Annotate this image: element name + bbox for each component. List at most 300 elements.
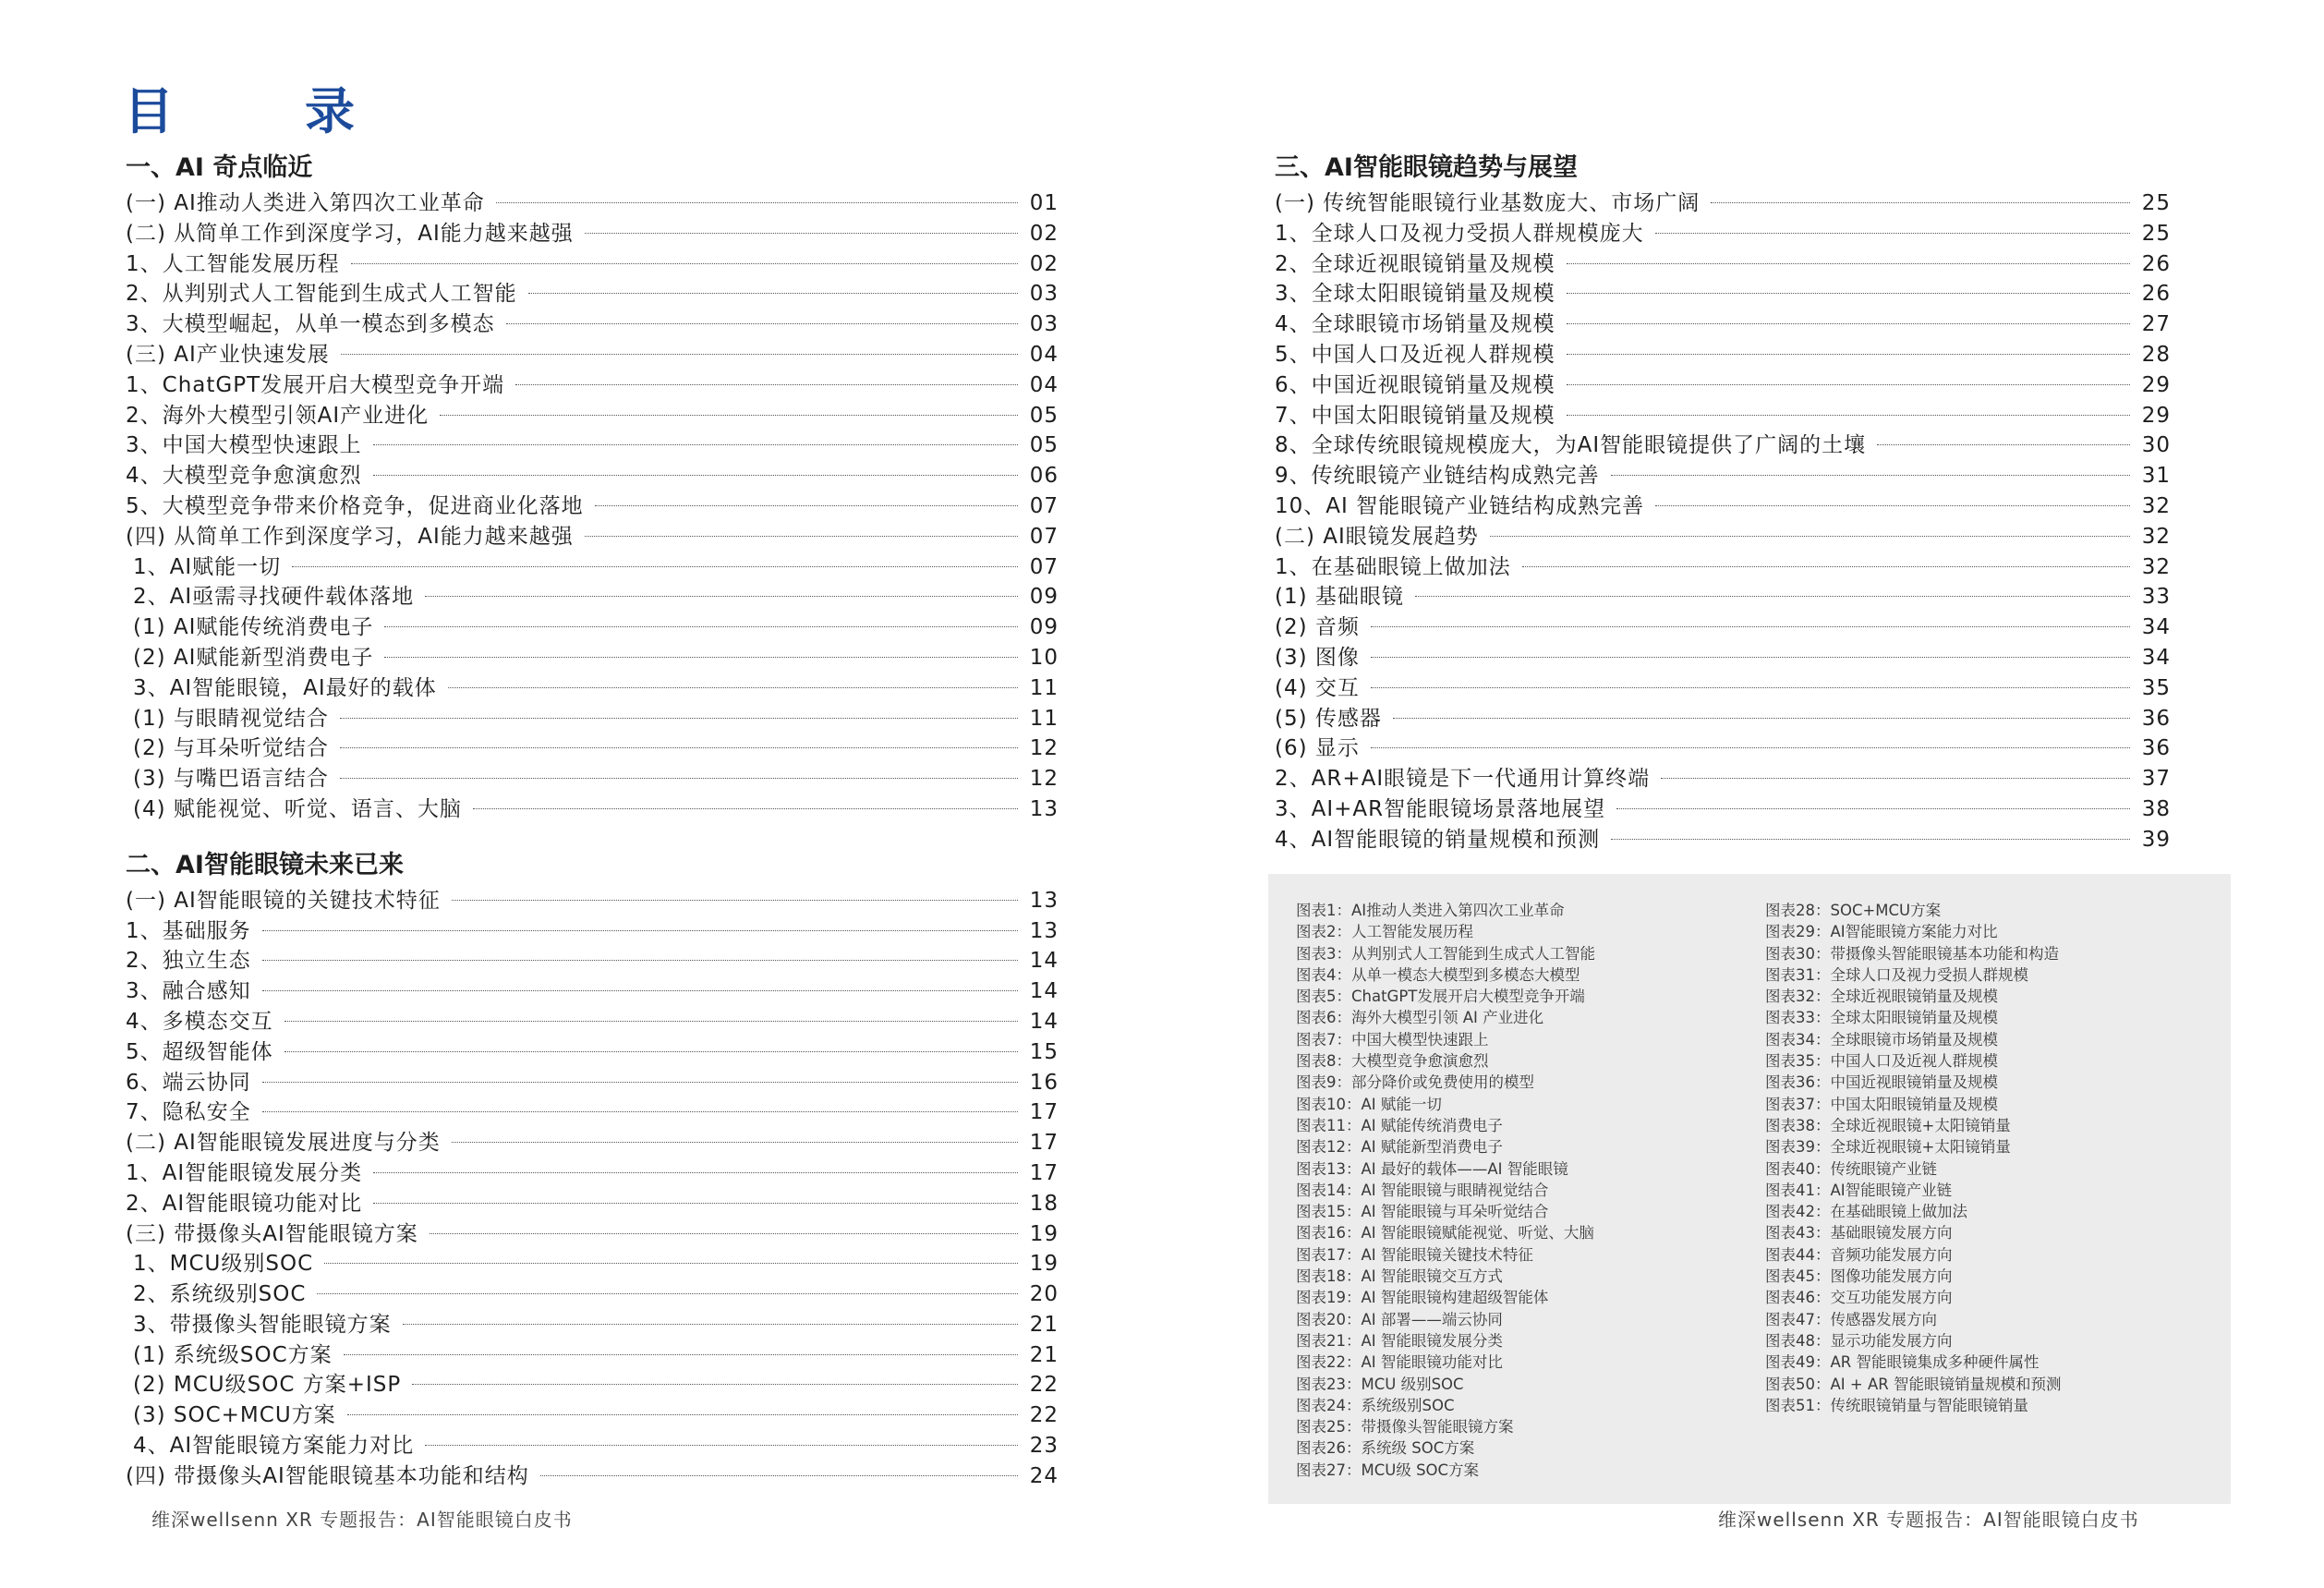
toc-entry-label: 4、AI智能眼镜的销量规模和预测 bbox=[1275, 827, 1601, 852]
dot-leader bbox=[284, 1021, 1018, 1022]
figure-entry[interactable]: 图表36：中国近视眼镜销量及规模 bbox=[1765, 1073, 1998, 1092]
figure-entry[interactable]: 图表28：SOC+MCU方案 bbox=[1765, 902, 1942, 919]
dot-leader bbox=[262, 1082, 1018, 1083]
figure-entry[interactable]: 图表31：全球人口及视力受损人群规模 bbox=[1765, 965, 2028, 984]
dot-leader bbox=[384, 626, 1018, 627]
toc-entry-page: 11 bbox=[1029, 706, 1059, 731]
toc-entry-label: (1) AI赋能传统消费电子 bbox=[133, 615, 374, 640]
toc-entry-label: 3、AI智能眼镜，AI最好的载体 bbox=[133, 675, 437, 700]
figure-entry[interactable]: 图表6：海外大模型引领 AI 产业进化 bbox=[1296, 1009, 1544, 1027]
dot-leader bbox=[373, 1203, 1018, 1204]
toc-entry[interactable] bbox=[1275, 582, 2171, 612]
toc-entry-label: 4、大模型竞争愈演愈烈 bbox=[126, 464, 362, 489]
toc-entry-page: 17 bbox=[1029, 1160, 1059, 1185]
dot-leader bbox=[1616, 808, 2130, 809]
figure-entry[interactable]: 图表19：AI 智能眼镜构建超级智能体 bbox=[1296, 1289, 1549, 1307]
toc-entry-label: (四) 从简单工作到深度学习，AI能力越来越强 bbox=[126, 524, 574, 549]
dot-leader bbox=[341, 354, 1018, 355]
toc-entry-page: 14 bbox=[1029, 1009, 1059, 1034]
toc-entry[interactable] bbox=[126, 1097, 1059, 1128]
toc-entry-page: 30 bbox=[2141, 433, 2171, 458]
toc-entry[interactable] bbox=[1275, 279, 2171, 309]
toc-entry[interactable] bbox=[126, 522, 1059, 552]
dot-leader bbox=[1711, 202, 2130, 203]
dot-leader bbox=[1371, 657, 2130, 658]
toc-entry[interactable] bbox=[126, 430, 1059, 461]
figure-entry[interactable]: 图表47：传感器发展方向 bbox=[1765, 1310, 1937, 1328]
toc-entry-page: 34 bbox=[2141, 615, 2171, 640]
toc-entry-page: 19 bbox=[1029, 1221, 1059, 1246]
toc-entry[interactable] bbox=[126, 1249, 1059, 1279]
toc-entry-page: 38 bbox=[2141, 796, 2171, 821]
toc-entry[interactable] bbox=[126, 1431, 1059, 1461]
toc-entry[interactable] bbox=[1275, 188, 2171, 219]
toc-entry-page: 20 bbox=[1029, 1282, 1059, 1307]
toc-entry[interactable] bbox=[126, 1219, 1059, 1250]
toc-entry-page: 22 bbox=[1029, 1403, 1059, 1428]
toc-entry-page: 14 bbox=[1029, 979, 1059, 1004]
toc-section bbox=[126, 845, 1059, 1492]
dot-leader bbox=[425, 1445, 1018, 1446]
toc-section bbox=[1275, 148, 2171, 855]
dot-leader bbox=[1661, 778, 2130, 779]
toc-entry-label: (二) 从简单工作到深度学习，AI能力越来越强 bbox=[126, 221, 574, 246]
figure-entry[interactable]: 图表8：大模型竞争愈演愈烈 bbox=[1296, 1052, 1489, 1071]
toc-entry-label: 3、大模型崛起，从单一模态到多模态 bbox=[126, 312, 495, 337]
dot-leader bbox=[1655, 233, 2130, 234]
toc-entry[interactable] bbox=[126, 946, 1059, 976]
toc-entry[interactable] bbox=[126, 733, 1059, 764]
toc-entry-page: 05 bbox=[1029, 403, 1059, 428]
toc-entry-label: 2、系统级别SOC bbox=[133, 1282, 307, 1307]
toc-entry[interactable] bbox=[1275, 612, 2171, 643]
toc-entry[interactable] bbox=[126, 188, 1059, 219]
toc-entry-label: 5、超级智能体 bbox=[126, 1039, 273, 1064]
dot-leader bbox=[373, 475, 1018, 476]
toc-entry-page: 17 bbox=[1029, 1131, 1059, 1156]
toc-entry[interactable] bbox=[126, 1158, 1059, 1189]
toc-entry-label: 3、全球太阳眼镜销量及规模 bbox=[1275, 282, 1555, 307]
toc-entry-label: (二) AI智能眼镜发展进度与分类 bbox=[126, 1131, 441, 1156]
toc-entry-label: 1、AI智能眼镜发展分类 bbox=[126, 1160, 363, 1185]
toc-entry[interactable] bbox=[126, 1400, 1059, 1431]
toc-entry-page: 12 bbox=[1029, 767, 1059, 792]
toc-entry-page: 04 bbox=[1029, 342, 1059, 367]
toc-left-column bbox=[126, 148, 1059, 1501]
toc-entry-page: 12 bbox=[1029, 736, 1059, 761]
toc-entry-label: (2) AI赋能新型消费电子 bbox=[133, 645, 374, 670]
toc-entry-label: (2) MCU级SOC 方案+ISP bbox=[133, 1373, 402, 1398]
toc-entry[interactable] bbox=[126, 370, 1059, 401]
toc-entry-page: 36 bbox=[2141, 706, 2171, 731]
toc-entry-label: 4、全球眼镜市场销量及规模 bbox=[1275, 312, 1555, 337]
toc-entry-page: 24 bbox=[1029, 1463, 1059, 1488]
figure-entry[interactable]: 图表34：全球眼镜市场销量及规模 bbox=[1765, 1030, 1998, 1049]
toc-entry-label: 4、AI智能眼镜方案能力对比 bbox=[133, 1434, 415, 1459]
toc-entry[interactable] bbox=[1275, 461, 2171, 491]
toc-entry-page: 02 bbox=[1029, 251, 1059, 276]
dot-leader bbox=[351, 263, 1018, 264]
toc-entry-label: 2、海外大模型引领AI产业进化 bbox=[126, 403, 430, 428]
dot-leader bbox=[340, 747, 1018, 748]
toc-entry-label: (1) 系统级SOC方案 bbox=[133, 1342, 333, 1367]
toc-entry[interactable] bbox=[126, 219, 1059, 249]
figure-entry[interactable]: 图表29：AI智能眼镜方案能力对比 bbox=[1765, 923, 1998, 941]
dot-leader bbox=[317, 1293, 1018, 1294]
toc-entry-page: 26 bbox=[2141, 282, 2171, 307]
figure-entry[interactable]: 图表1：AI推动人类进入第四次工业革命 bbox=[1296, 902, 1565, 919]
dot-leader bbox=[440, 415, 1018, 416]
toc-entry-label: (1) 与眼睛视觉结合 bbox=[133, 706, 329, 731]
toc-entry-page: 33 bbox=[2141, 585, 2171, 610]
dot-leader bbox=[1567, 263, 2130, 264]
figure-entry[interactable]: 图表33：全球太阳眼镜销量及规模 bbox=[1765, 1009, 1998, 1027]
dot-leader bbox=[1877, 444, 2130, 445]
section-heading: 二、AI智能眼镜未来已来 bbox=[126, 850, 404, 879]
toc-entry-label: 10、AI 智能眼镜产业链结构成熟完善 bbox=[1275, 493, 1645, 518]
figure-entry[interactable]: 图表18：AI 智能眼镜交互方式 bbox=[1296, 1267, 1503, 1286]
toc-entry-page: 34 bbox=[2141, 645, 2171, 670]
toc-entry[interactable] bbox=[126, 1279, 1059, 1310]
figure-entry[interactable]: 图表10：AI 赋能一切 bbox=[1296, 1095, 1442, 1113]
footer-right: 维深wellsenn XR 专题报告：AI智能眼镜白皮书 bbox=[1718, 1509, 2139, 1531]
figure-entry[interactable]: 图表30：带摄像头智能眼镜基本功能和构造 bbox=[1765, 944, 2059, 963]
toc-entry-label: 2、独立生态 bbox=[126, 949, 251, 974]
figure-entry[interactable]: 图表42：在基础眼镜上做加法 bbox=[1765, 1203, 1967, 1221]
dot-leader bbox=[452, 1142, 1018, 1143]
dot-leader bbox=[373, 1172, 1018, 1173]
dot-leader bbox=[540, 1475, 1018, 1476]
toc-entry-page: 07 bbox=[1029, 493, 1059, 518]
dot-leader bbox=[324, 1263, 1018, 1264]
figure-entry[interactable]: 图表39：全球近视眼镜+太阳镜销量 bbox=[1765, 1138, 2011, 1157]
toc-entry-label: 2、AR+AI眼镜是下一代通用计算终端 bbox=[1275, 767, 1651, 792]
dot-leader bbox=[452, 900, 1018, 901]
figure-entry[interactable]: 图表16：AI 智能眼镜赋能视觉、听觉、大脑 bbox=[1296, 1224, 1594, 1243]
toc-entry[interactable] bbox=[126, 1007, 1059, 1037]
toc-entry[interactable] bbox=[126, 279, 1059, 309]
dot-leader bbox=[1567, 415, 2130, 416]
toc-entry-page: 13 bbox=[1029, 796, 1059, 821]
toc-entry[interactable] bbox=[126, 612, 1059, 643]
toc-entry[interactable] bbox=[126, 1370, 1059, 1400]
footer-left: 维深wellsenn XR 专题报告：AI智能眼镜白皮书 bbox=[151, 1509, 573, 1531]
toc-entry-page: 09 bbox=[1029, 615, 1059, 640]
toc-entry[interactable] bbox=[126, 1068, 1059, 1098]
toc-entry-page: 32 bbox=[2141, 493, 2171, 518]
figure-entry[interactable]: 图表14：AI 智能眼镜与眼睛视觉结合 bbox=[1296, 1181, 1549, 1199]
figure-entry[interactable]: 图表9：部分降价或免费使用的模型 bbox=[1296, 1073, 1534, 1092]
toc-entry-page: 17 bbox=[1029, 1100, 1059, 1125]
toc-entry[interactable] bbox=[126, 673, 1059, 704]
toc-entry[interactable] bbox=[126, 1340, 1059, 1371]
toc-entry-page: 11 bbox=[1029, 675, 1059, 700]
toc-entry[interactable] bbox=[1275, 340, 2171, 370]
toc-entry-page: 25 bbox=[2141, 221, 2171, 246]
toc-entry-label: 8、全球传统眼镜规模庞大，为AI智能眼镜提供了广阔的土壤 bbox=[1275, 433, 1867, 458]
toc-section bbox=[126, 148, 1059, 825]
toc-entry[interactable] bbox=[1275, 825, 2171, 855]
figure-entry[interactable]: 图表2：人工智能发展历程 bbox=[1296, 923, 1473, 941]
toc-entry[interactable] bbox=[126, 401, 1059, 431]
toc-entry-page: 06 bbox=[1029, 464, 1059, 489]
toc-entry[interactable] bbox=[1275, 401, 2171, 431]
toc-entry-label: (4) 交互 bbox=[1275, 675, 1360, 700]
toc-entry[interactable] bbox=[126, 1128, 1059, 1158]
toc-entry[interactable] bbox=[1275, 643, 2171, 673]
figure-list-2 bbox=[1765, 900, 2061, 1416]
toc-entry-page: 22 bbox=[1029, 1373, 1059, 1398]
figure-index bbox=[1268, 874, 2231, 1504]
section-heading: 三、AI智能眼镜趋势与展望 bbox=[1275, 153, 1578, 182]
toc-entry[interactable] bbox=[126, 1310, 1059, 1340]
dot-leader bbox=[1393, 718, 2130, 719]
figure-entry[interactable]: 图表35：中国人口及近视人群规模 bbox=[1765, 1052, 1998, 1071]
dot-leader bbox=[448, 687, 1018, 688]
dot-leader bbox=[284, 1051, 1018, 1052]
dot-leader bbox=[430, 1233, 1018, 1234]
figure-entry[interactable]: 图表45：图像功能发展方向 bbox=[1765, 1267, 1953, 1286]
toc-entry[interactable] bbox=[126, 340, 1059, 370]
toc-entry-label: 1、人工智能发展历程 bbox=[126, 251, 340, 276]
figure-entry[interactable]: 图表4：从单一模态大模型到多模态大模型 bbox=[1296, 965, 1580, 984]
toc-entry-page: 29 bbox=[2141, 403, 2171, 428]
figure-entry[interactable]: 图表48：显示功能发展方向 bbox=[1765, 1331, 1953, 1350]
toc-entry[interactable] bbox=[126, 764, 1059, 794]
dot-leader bbox=[1371, 747, 2130, 748]
toc-entry[interactable] bbox=[1275, 704, 2171, 734]
dot-leader bbox=[1611, 475, 2130, 476]
toc-entry-page: 07 bbox=[1029, 524, 1059, 549]
figure-entry[interactable]: 图表24：系统级别SOC bbox=[1296, 1396, 1455, 1414]
figure-entry[interactable]: 图表50：AI + AR 智能眼镜销量规模和预测 bbox=[1765, 1375, 2062, 1393]
toc-entry[interactable] bbox=[126, 643, 1059, 673]
figure-entry[interactable]: 图表26：系统级 SOC方案 bbox=[1296, 1439, 1475, 1458]
figure-entry[interactable]: 图表11：AI 赋能传统消费电子 bbox=[1296, 1116, 1503, 1134]
toc-entry-page: 31 bbox=[2141, 464, 2171, 489]
figure-entry[interactable]: 图表15：AI 智能眼镜与耳朵听觉结合 bbox=[1296, 1203, 1549, 1221]
figure-entry[interactable]: 图表43：基础眼镜发展方向 bbox=[1765, 1224, 1953, 1243]
page-title: 目 录 bbox=[124, 82, 395, 140]
toc-entry-page: 13 bbox=[1029, 888, 1059, 913]
toc-entry[interactable] bbox=[126, 1461, 1059, 1492]
toc-entry-page: 01 bbox=[1029, 191, 1059, 215]
toc-entry-label: 2、从判别式人工智能到生成式人工智能 bbox=[126, 282, 517, 307]
toc-entry-label: 7、隐私安全 bbox=[126, 1100, 251, 1125]
toc-entry-page: 21 bbox=[1029, 1312, 1059, 1337]
figure-entry[interactable]: 图表3：从判别式人工智能到生成式人工智能 bbox=[1296, 944, 1595, 963]
figure-entry[interactable]: 图表7：中国大模型快速跟上 bbox=[1296, 1030, 1489, 1049]
toc-entry[interactable] bbox=[126, 1189, 1059, 1219]
toc-entry-label: 9、传统眼镜产业链结构成熟完善 bbox=[1275, 464, 1600, 489]
toc-entry[interactable] bbox=[126, 704, 1059, 734]
toc-entry-label: (3) 图像 bbox=[1275, 645, 1360, 670]
toc-entry-label: 5、大模型竞争带来价格竞争，促进商业化落地 bbox=[126, 493, 584, 518]
dot-leader bbox=[1567, 293, 2130, 294]
toc-entry-label: (3) 与嘴巴语言结合 bbox=[133, 767, 329, 792]
toc-entry[interactable] bbox=[126, 249, 1059, 280]
toc-entry-page: 27 bbox=[2141, 312, 2171, 337]
dot-leader bbox=[1371, 626, 2130, 627]
figure-entry[interactable]: 图表21：AI 智能眼镜发展分类 bbox=[1296, 1331, 1503, 1350]
toc-entry-label: (1) 基础眼镜 bbox=[1275, 585, 1404, 610]
toc-entry-label: 3、带摄像头智能眼镜方案 bbox=[133, 1312, 392, 1337]
dot-leader bbox=[344, 1354, 1018, 1355]
dot-leader bbox=[1490, 536, 2130, 537]
toc-entry-label: 1、全球人口及视力受损人群规模庞大 bbox=[1275, 221, 1644, 246]
toc-entry[interactable] bbox=[1275, 794, 2171, 825]
toc-entry-label: 3、AI+AR智能眼镜场景落地展望 bbox=[1275, 796, 1606, 821]
dot-leader bbox=[340, 778, 1018, 779]
toc-entry-label: (一) AI智能眼镜的关键技术特征 bbox=[126, 888, 441, 913]
dot-leader bbox=[595, 505, 1018, 506]
dot-leader bbox=[1567, 384, 2130, 385]
toc-entry-label: 1、AI赋能一切 bbox=[133, 554, 282, 579]
toc-entry-page: 25 bbox=[2141, 191, 2171, 215]
toc-entry-label: (三) 带摄像头AI智能眼镜方案 bbox=[126, 1221, 418, 1246]
toc-entry-label: 2、AI亟需寻找硬件载体落地 bbox=[133, 585, 415, 610]
toc-entry-page: 04 bbox=[1029, 372, 1059, 397]
figure-entry[interactable]: 图表46：交互功能发展方向 bbox=[1765, 1289, 1953, 1307]
toc-entry-label: 5、中国人口及近视人群规模 bbox=[1275, 342, 1555, 367]
dot-leader bbox=[1567, 323, 2130, 324]
figure-entry[interactable]: 图表13：AI 最好的载体——AI 智能眼镜 bbox=[1296, 1159, 1568, 1178]
toc-entry[interactable] bbox=[126, 1037, 1059, 1068]
toc-entry[interactable] bbox=[1275, 219, 2171, 249]
toc-entry[interactable] bbox=[1275, 522, 2171, 552]
toc-entry[interactable] bbox=[1275, 430, 2171, 461]
toc-entry[interactable] bbox=[1275, 764, 2171, 794]
toc-entry-page: 18 bbox=[1029, 1191, 1059, 1216]
toc-entry-page: 02 bbox=[1029, 221, 1059, 246]
toc-entry[interactable] bbox=[126, 491, 1059, 522]
toc-entry-page: 28 bbox=[2141, 342, 2171, 367]
toc-entry-page: 19 bbox=[1029, 1252, 1059, 1277]
toc-entry-page: 07 bbox=[1029, 554, 1059, 579]
figure-entry[interactable]: 图表41：AI智能眼镜产业链 bbox=[1765, 1181, 1953, 1199]
toc-entry-label: 2、全球近视眼镜销量及规模 bbox=[1275, 251, 1555, 276]
toc-entry[interactable] bbox=[126, 552, 1059, 583]
toc-entry[interactable] bbox=[1275, 249, 2171, 280]
toc-list bbox=[1275, 188, 2171, 855]
toc-entry-label: 6、中国近视眼镜销量及规模 bbox=[1275, 372, 1555, 397]
toc-entry-label: 4、多模态交互 bbox=[126, 1009, 273, 1034]
dot-leader bbox=[1655, 505, 2130, 506]
toc-entry-page: 32 bbox=[2141, 554, 2171, 579]
dot-leader bbox=[262, 990, 1018, 991]
dot-leader bbox=[347, 1414, 1018, 1415]
toc-entry-label: 3、中国大模型快速跟上 bbox=[126, 433, 362, 458]
toc-entry[interactable] bbox=[126, 976, 1059, 1007]
figure-entry[interactable]: 图表51：传统眼镜销量与智能眼镜销量 bbox=[1765, 1396, 2028, 1414]
dot-leader bbox=[1415, 596, 2130, 597]
toc-list bbox=[126, 886, 1059, 1492]
toc-entry-label: (2) 与耳朵听觉结合 bbox=[133, 736, 329, 761]
dot-leader bbox=[496, 202, 1018, 203]
toc-entry[interactable] bbox=[126, 794, 1059, 825]
dot-leader bbox=[1567, 354, 2130, 355]
toc-entry-page: 37 bbox=[2141, 767, 2171, 792]
toc-entry-page: 15 bbox=[1029, 1039, 1059, 1064]
figure-entry[interactable]: 图表37：中国太阳眼镜销量及规模 bbox=[1765, 1095, 1998, 1113]
dot-leader bbox=[403, 1324, 1018, 1325]
toc-entry-page: 35 bbox=[2141, 675, 2171, 700]
toc-entry[interactable] bbox=[1275, 309, 2171, 340]
dot-leader bbox=[262, 960, 1018, 961]
toc-entry-page: 16 bbox=[1029, 1070, 1059, 1095]
toc-entry-label: (一) 传统智能眼镜行业基数庞大、市场广阔 bbox=[1275, 191, 1701, 215]
toc-entry-page: 26 bbox=[2141, 251, 2171, 276]
toc-entry[interactable] bbox=[126, 461, 1059, 491]
toc-entry[interactable] bbox=[126, 886, 1059, 916]
figure-entry[interactable]: 图表20：AI 部署——端云协同 bbox=[1296, 1310, 1503, 1328]
figure-entry[interactable]: 图表23：MCU 级别SOC bbox=[1296, 1375, 1464, 1393]
toc-entry[interactable] bbox=[126, 582, 1059, 612]
toc-entry-page: 13 bbox=[1029, 918, 1059, 943]
figure-entry[interactable]: 图表40：传统眼镜产业链 bbox=[1765, 1159, 1937, 1178]
toc-entry-label: 7、中国太阳眼镜销量及规模 bbox=[1275, 403, 1555, 428]
dot-leader bbox=[340, 718, 1018, 719]
dot-leader bbox=[262, 930, 1018, 931]
toc-entry-label: 2、AI智能眼镜功能对比 bbox=[126, 1191, 363, 1216]
dot-leader bbox=[425, 596, 1018, 597]
toc-entry-label: (四) 带摄像头AI智能眼镜基本功能和结构 bbox=[126, 1463, 529, 1488]
toc-entry-page: 39 bbox=[2141, 827, 2171, 852]
toc-right-column bbox=[1275, 148, 2171, 865]
dot-leader bbox=[473, 808, 1018, 809]
dot-leader bbox=[384, 657, 1018, 658]
toc-entry[interactable] bbox=[126, 916, 1059, 947]
figure-entry[interactable]: 图表25：带摄像头智能眼镜方案 bbox=[1296, 1418, 1514, 1436]
figure-entry[interactable]: 图表12：AI 赋能新型消费电子 bbox=[1296, 1138, 1503, 1157]
toc-list bbox=[126, 188, 1059, 825]
figure-entry[interactable]: 图表38：全球近视眼镜+太阳镜销量 bbox=[1765, 1116, 2011, 1134]
dot-leader bbox=[262, 1111, 1018, 1112]
figure-entry[interactable]: 图表32：全球近视眼镜销量及规模 bbox=[1765, 988, 1998, 1006]
dot-leader bbox=[1371, 687, 2130, 688]
toc-entry-page: 03 bbox=[1029, 282, 1059, 307]
dot-leader bbox=[1522, 566, 2130, 567]
toc-entry-label: (2) 音频 bbox=[1275, 615, 1360, 640]
figure-entry[interactable]: 图表5：ChatGPT发展开启大模型竞争开端 bbox=[1296, 988, 1585, 1006]
figure-entry[interactable]: 图表22：AI 智能眼镜功能对比 bbox=[1296, 1353, 1503, 1372]
toc-entry[interactable] bbox=[1275, 552, 2171, 583]
toc-entry-page: 23 bbox=[1029, 1434, 1059, 1459]
figure-entry[interactable]: 图表27：MCU级 SOC方案 bbox=[1296, 1461, 1480, 1479]
toc-entry[interactable] bbox=[126, 309, 1059, 340]
figure-entry[interactable]: 图表44：音频功能发展方向 bbox=[1765, 1245, 1953, 1264]
toc-entry-page: 05 bbox=[1029, 433, 1059, 458]
toc-entry-label: (3) SOC+MCU方案 bbox=[133, 1403, 336, 1428]
figure-entry[interactable]: 图表17：AI 智能眼镜关键技术特征 bbox=[1296, 1245, 1533, 1264]
toc-entry[interactable] bbox=[1275, 733, 2171, 764]
toc-entry-label: 3、融合感知 bbox=[126, 979, 251, 1004]
dot-leader bbox=[412, 1384, 1018, 1385]
toc-entry-page: 32 bbox=[2141, 524, 2171, 549]
toc-entry[interactable] bbox=[1275, 673, 2171, 704]
toc-entry-page: 21 bbox=[1029, 1342, 1059, 1367]
figure-entry[interactable]: 图表49：AR 智能眼镜集成多种硬件属性 bbox=[1765, 1353, 2040, 1372]
dot-leader bbox=[515, 384, 1018, 385]
figure-list-1 bbox=[1296, 900, 1595, 1481]
toc-entry-label: 1、MCU级别SOC bbox=[133, 1252, 314, 1277]
toc-entry-label: (5) 传感器 bbox=[1275, 706, 1382, 731]
toc-entry-label: 1、基础服务 bbox=[126, 918, 251, 943]
toc-entry-page: 36 bbox=[2141, 736, 2171, 761]
toc-entry-page: 29 bbox=[2141, 372, 2171, 397]
toc-entry[interactable] bbox=[1275, 370, 2171, 401]
toc-entry[interactable] bbox=[1275, 491, 2171, 522]
